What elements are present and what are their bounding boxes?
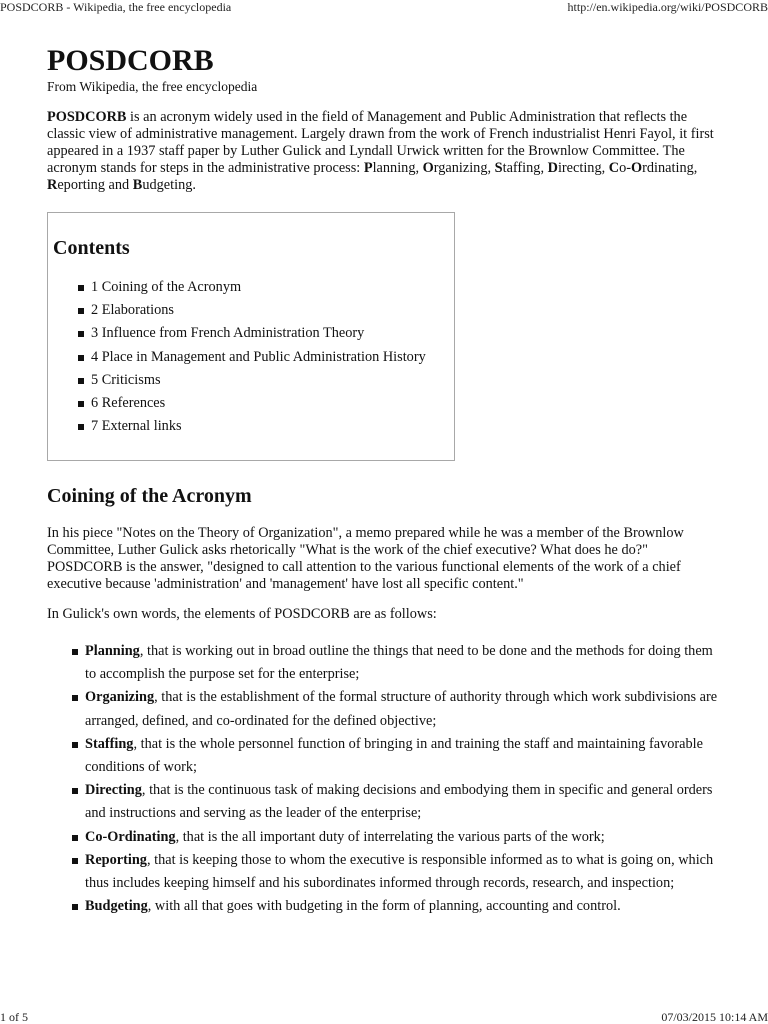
step-staffing: Staffing, <box>494 160 548 176</box>
list-item: Planning, that is working out in broad outline the things that need to be done and the methods for doing them to accomplish the purpose set for the enterprise; <box>72 640 727 686</box>
list-item: Budgeting, with all that goes with budgeting in the form of planning, accounting and control. <box>72 895 727 918</box>
toc-title: Contents <box>53 237 130 259</box>
print-timestamp: 07/03/2015 10:14 AM <box>661 1010 768 1024</box>
site-tagline: From Wikipedia, the free encyclopedia <box>47 79 258 94</box>
section-paragraph: In his piece "Notes on the Theory of Organization", a memo prepared while he was a member of the Brownlow Committee, Luther Gulick asks rhetorically "What is the work of the chief executive? What does he do?" POSDCORB is the answer, "designed to call attention to the various functional elements of the work of a chief executive because 'administration' and 'management' have lost all specific content." <box>47 525 684 592</box>
intro-term: POSDCORB <box>47 109 127 125</box>
step-planning: Planning, <box>363 160 423 176</box>
document-title: POSDCORB - Wikipedia, the free encyclopedia <box>0 0 232 14</box>
toc-item-coining[interactable]: 1 Coining of the Acronym <box>78 276 454 299</box>
list-item: Organizing, that is the establishment of the formal structure of authority through which work subdivisions are arranged, defined, and co-ordinated for the defined objective; <box>72 686 727 732</box>
step-coordinating: Co-Ordinating, <box>608 160 698 176</box>
intro-paragraph <box>47 109 727 194</box>
toc-item-elaborations[interactable]: 2 Elaborations <box>78 299 454 322</box>
table-of-contents <box>47 212 455 461</box>
list-item: Directing, that is the continuous task of making decisions and embodying them in specific and general orders and instructions and serving as the leader of the enterprise; <box>72 779 727 825</box>
toc-item-references[interactable]: 6 References <box>78 392 454 415</box>
toc-item-french-influence[interactable]: 3 Influence from French Administration Theory <box>78 322 454 345</box>
posdcorb-elements-list <box>72 640 727 918</box>
step-directing: Directing, <box>547 160 609 176</box>
section-paragraph: In Gulick's own words, the elements of POSDCORB are as follows: <box>47 606 437 622</box>
page-number: 1 of 5 <box>0 1010 28 1024</box>
page-url[interactable]: http://en.wikipedia.org/wiki/POSDCORB <box>567 0 768 14</box>
page-title: POSDCORB <box>47 44 214 77</box>
intro-text: is an acronym widely used in the field of Management and Public Administration that reflects the classic view of administrative management. Largely drawn from the work of French industrialist Henri Fayol, it first appeared in a 1937 staff paper by Luther Gulick and Lyndall Urwick written for the Brownlow Committee. The acronym stands for steps in the administrative process: <box>47 109 714 176</box>
step-budgeting: Budgeting. <box>132 177 196 193</box>
list-item: Reporting, that is keeping those to whom the executive is responsible informed as to what is going on, which thus includes keeping himself and his subordinates informed through records, research, and inspection; <box>72 849 727 895</box>
toc-item-history[interactable]: 4 Place in Management and Public Administration History <box>78 346 454 369</box>
step-reporting: Reporting and <box>47 177 133 193</box>
list-item: Co-Ordinating, that is the all important duty of interrelating the various parts of the work; <box>72 826 727 849</box>
toc-item-external-links[interactable]: 7 External links <box>78 415 454 438</box>
step-organizing: Organizing, <box>422 160 495 176</box>
toc-list <box>78 276 454 438</box>
list-item: Staffing, that is the whole personnel function of bringing in and training the staff and maintaining favorable conditions of work; <box>72 733 727 779</box>
section-heading-coining: Coining of the Acronym <box>47 485 252 507</box>
article <box>47 44 727 918</box>
toc-item-criticisms[interactable]: 5 Criticisms <box>78 369 454 392</box>
